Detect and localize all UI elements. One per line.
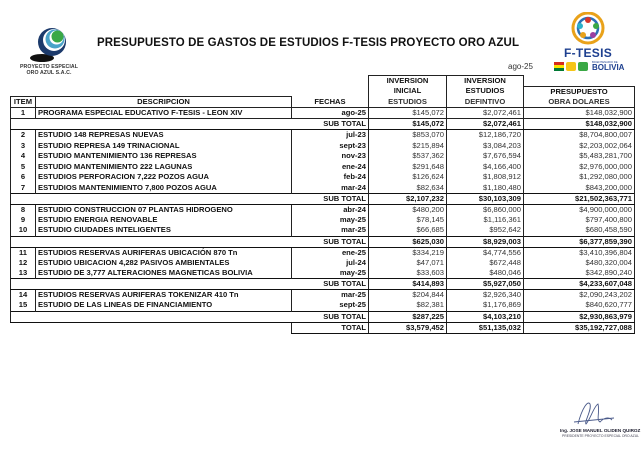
total-inicial: $3,579,452	[369, 322, 447, 333]
row-item: 7	[11, 183, 36, 194]
row-definitivo: $1,116,361	[447, 215, 524, 226]
signatory-role: PRESIDENTE PROYECTO ESPECIAL ORO AZUL	[562, 434, 640, 438]
row-presupuesto: $1,292,080,000	[524, 172, 635, 183]
row-description: ESTUDIO MANTENIMIENTO 222 LAGUNAS	[36, 161, 292, 172]
row-description: ESTUDIO REPRESA 149 TRINACIONAL	[36, 140, 292, 151]
row-item: 3	[11, 140, 36, 151]
col-header-definitivo-l2: ESTUDIOS	[447, 86, 524, 97]
row-description: ESTUDIOS RESERVAS AURIFERAS TOKENIZAR 410 Tn	[36, 290, 292, 301]
row-definitivo: $1,176,869	[447, 300, 524, 311]
subtotal-presupuesto: $148,032,900	[524, 119, 635, 130]
row-definitivo: $480,046	[447, 268, 524, 279]
row-date: may-25	[292, 215, 369, 226]
row-date: jul-23	[292, 130, 369, 141]
col-header-fechas: FECHAS	[292, 97, 369, 108]
row-inicial: $66,685	[369, 225, 447, 236]
row-description: ESTUDIO ENERGIA RENOVABLE	[36, 215, 292, 226]
signatory-name: Ing. JOSE MANUEL OLIDEN QUIROZ	[560, 428, 641, 433]
table-row	[11, 258, 635, 269]
total-definitivo: $51,135,032	[447, 322, 524, 333]
row-definitivo: $6,860,000	[447, 204, 524, 215]
row-presupuesto: $680,458,590	[524, 225, 635, 236]
row-item: 15	[11, 300, 36, 311]
subtotal-definitivo: $4,103,210	[447, 311, 524, 322]
row-definitivo: $3,084,203	[447, 140, 524, 151]
row-inicial: $215,894	[369, 140, 447, 151]
row-inicial: $33,603	[369, 268, 447, 279]
table-row	[11, 268, 635, 279]
col-header-definitivo-l1: INVERSION	[447, 76, 524, 87]
row-date: mar-25	[292, 225, 369, 236]
row-date: sept-23	[292, 140, 369, 151]
people-circle-logo-icon	[548, 12, 628, 46]
table-row	[11, 290, 635, 301]
subtotal-definitivo: $2,072,461	[447, 119, 524, 130]
row-presupuesto: $2,090,243,202	[524, 290, 635, 301]
row-description: ESTUDIO CIUDADES INTELIGENTES	[36, 225, 292, 236]
row-definitivo: $1,180,480	[447, 183, 524, 194]
row-presupuesto: $480,320,004	[524, 258, 635, 269]
row-definitivo: $1,808,912	[447, 172, 524, 183]
subtotal-label: SUB TOTAL	[11, 279, 369, 290]
row-definitivo: $4,774,556	[447, 247, 524, 258]
report-date: ago-25	[508, 62, 533, 71]
row-presupuesto: $797,400,800	[524, 215, 635, 226]
row-date: ene-25	[292, 247, 369, 258]
subtotal-inicial: $414,893	[369, 279, 447, 290]
subtotal-inicial: $287,225	[369, 311, 447, 322]
row-item: 4	[11, 151, 36, 162]
row-inicial: $145,072	[369, 108, 447, 119]
row-definitivo: $4,166,400	[447, 161, 524, 172]
total-presupuesto: $35,192,727,088	[524, 322, 635, 333]
row-description: ESTUDIO DE 3,777 ALTERACIONES MAGNETICAS BOLIVIA	[36, 268, 292, 279]
row-definitivo: $952,642	[447, 225, 524, 236]
table-row	[11, 247, 635, 258]
row-description: PROGRAMA ESPECIAL EDUCATIVO F-TESIS - LEON XIV	[36, 108, 292, 119]
row-item: 8	[11, 204, 36, 215]
row-date: mar-25	[292, 290, 369, 301]
subtotal-presupuesto: $4,233,607,048	[524, 279, 635, 290]
subtotal-presupuesto: $2,930,863,979	[524, 311, 635, 322]
company-caption-line1: PROYECTO ESPECIAL	[19, 64, 79, 70]
row-date: ago-25	[292, 108, 369, 119]
row-presupuesto: $2,203,002,064	[524, 140, 635, 151]
row-presupuesto: $2,976,000,000	[524, 161, 635, 172]
row-inicial: $47,071	[369, 258, 447, 269]
subtotal-label: SUB TOTAL	[11, 236, 369, 247]
row-inicial: $480,200	[369, 204, 447, 215]
table-row	[11, 140, 635, 151]
row-date: nov-23	[292, 151, 369, 162]
row-item: 13	[11, 268, 36, 279]
row-description: ESTUDIOS RESERVAS AURIFERAS UBICACIÓN 870 Tn	[36, 247, 292, 258]
company-caption-line2: ORO AZUL S.A.C.	[26, 70, 72, 76]
total-row	[11, 322, 635, 333]
row-inicial: $291,648	[369, 161, 447, 172]
table-row	[11, 225, 635, 236]
row-description: ESTUDIOS PERFORACION 7,222 POZOS AGUA	[36, 172, 292, 183]
subtotal-label: SUB TOTAL	[11, 193, 369, 204]
row-presupuesto: $342,890,240	[524, 268, 635, 279]
table-row	[11, 161, 635, 172]
company-logo	[14, 26, 84, 76]
subtotal-presupuesto: $6,377,859,390	[524, 236, 635, 247]
subtotal-row	[11, 236, 635, 247]
subtotal-row	[11, 279, 635, 290]
row-presupuesto: $148,032,900	[524, 108, 635, 119]
budget-table	[10, 75, 635, 334]
row-item: 14	[11, 290, 36, 301]
subtotal-definitivo: $8,929,003	[447, 236, 524, 247]
row-item: 6	[11, 172, 36, 183]
page-title: PRESUPUESTO DE GASTOS DE ESTUDIOS F-TESIS PROYECTO ORO AZUL	[97, 37, 520, 49]
row-item: 9	[11, 215, 36, 226]
table-row	[11, 204, 635, 215]
subtotal-inicial: $2,107,232	[369, 193, 447, 204]
row-date: ene-24	[292, 161, 369, 172]
row-date: sept-25	[292, 300, 369, 311]
subtotal-label: SUB TOTAL	[11, 119, 369, 130]
row-date: may-25	[292, 268, 369, 279]
row-presupuesto: $3,410,396,804	[524, 247, 635, 258]
subtotal-definitivo: $30,103,309	[447, 193, 524, 204]
ftesis-logo-text: F-TESIS	[563, 46, 613, 60]
row-date: abr-24	[292, 204, 369, 215]
col-header-item: ITEM	[11, 97, 36, 108]
row-definitivo: $12,186,720	[447, 130, 524, 141]
subtotal-row	[11, 193, 635, 204]
row-inicial: $334,219	[369, 247, 447, 258]
row-description: ESTUDIO 148 REPRESAS NUEVAS	[36, 130, 292, 141]
bicentenario-flags-icon	[554, 62, 588, 71]
col-header-descripcion: DESCRIPCION	[36, 97, 292, 108]
table-row	[11, 172, 635, 183]
subtotal-row	[11, 311, 635, 322]
row-definitivo: $2,072,461	[447, 108, 524, 119]
table-row	[11, 300, 635, 311]
row-presupuesto: $5,483,281,700	[524, 151, 635, 162]
row-inicial: $82,634	[369, 183, 447, 194]
col-header-presupuesto-l2: OBRA DOLARES	[524, 97, 635, 108]
table-row	[11, 151, 635, 162]
table-row	[11, 183, 635, 194]
subtotal-label: SUB TOTAL	[11, 311, 369, 322]
row-description: ESTUDIO CONSTRUCCION 07 PLANTAS HIDROGENO	[36, 204, 292, 215]
subtotal-inicial: $145,072	[369, 119, 447, 130]
row-item: 11	[11, 247, 36, 258]
row-item: 5	[11, 161, 36, 172]
col-header-inicial-l3: ESTUDIOS	[369, 97, 447, 108]
row-presupuesto: $8,704,800,007	[524, 130, 635, 141]
row-definitivo: $672,448	[447, 258, 524, 269]
ftesis-logo	[548, 12, 628, 74]
row-date: mar-24	[292, 183, 369, 194]
row-presupuesto: $4,900,000,000	[524, 204, 635, 215]
row-item: 12	[11, 258, 36, 269]
row-definitivo: $7,676,594	[447, 151, 524, 162]
table-row	[11, 130, 635, 141]
table-row	[11, 215, 635, 226]
bicentenario-text: BICENTENARIO DE BOLIVIA	[592, 60, 625, 72]
subtotal-definitivo: $5,927,050	[447, 279, 524, 290]
row-inicial: $78,145	[369, 215, 447, 226]
row-definitivo: $2,926,340	[447, 290, 524, 301]
col-header-definitivo-l3: DEFINTIVO	[447, 97, 524, 108]
globe-logo-icon	[28, 26, 70, 64]
subtotal-presupuesto: $21,502,363,771	[524, 193, 635, 204]
row-inicial: $126,624	[369, 172, 447, 183]
total-label: TOTAL	[292, 322, 369, 333]
row-description: ESTUDIO MANTENIMIENTO 136 REPRESAS	[36, 151, 292, 162]
row-date: feb-24	[292, 172, 369, 183]
row-item: 2	[11, 130, 36, 141]
row-description: ESTUDIO UBICACION 4,282 PASIVOS AMBIENTALES	[36, 258, 292, 269]
row-presupuesto: $840,620,777	[524, 300, 635, 311]
col-header-presupuesto-l1: PRESUPUESTO	[524, 86, 635, 97]
table-row	[11, 108, 635, 119]
row-description: ESTUDIOS MANTENIMIENTO 7,800 POZOS AGUA	[36, 183, 292, 194]
row-inicial: $537,362	[369, 151, 447, 162]
row-item: 10	[11, 225, 36, 236]
row-inicial: $853,070	[369, 130, 447, 141]
col-header-inicial-l2: INICIAL	[369, 86, 447, 97]
row-presupuesto: $843,200,000	[524, 183, 635, 194]
row-description: ESTUDIO DE LAS LINEAS DE FINANCIAMIENTO	[36, 300, 292, 311]
row-inicial: $82,381	[369, 300, 447, 311]
row-item: 1	[11, 108, 36, 119]
subtotal-row	[11, 119, 635, 130]
signature-scribble-icon	[570, 398, 620, 428]
subtotal-inicial: $625,030	[369, 236, 447, 247]
row-date: jul-24	[292, 258, 369, 269]
col-header-inicial-l1: INVERSION	[369, 76, 447, 87]
row-inicial: $204,844	[369, 290, 447, 301]
